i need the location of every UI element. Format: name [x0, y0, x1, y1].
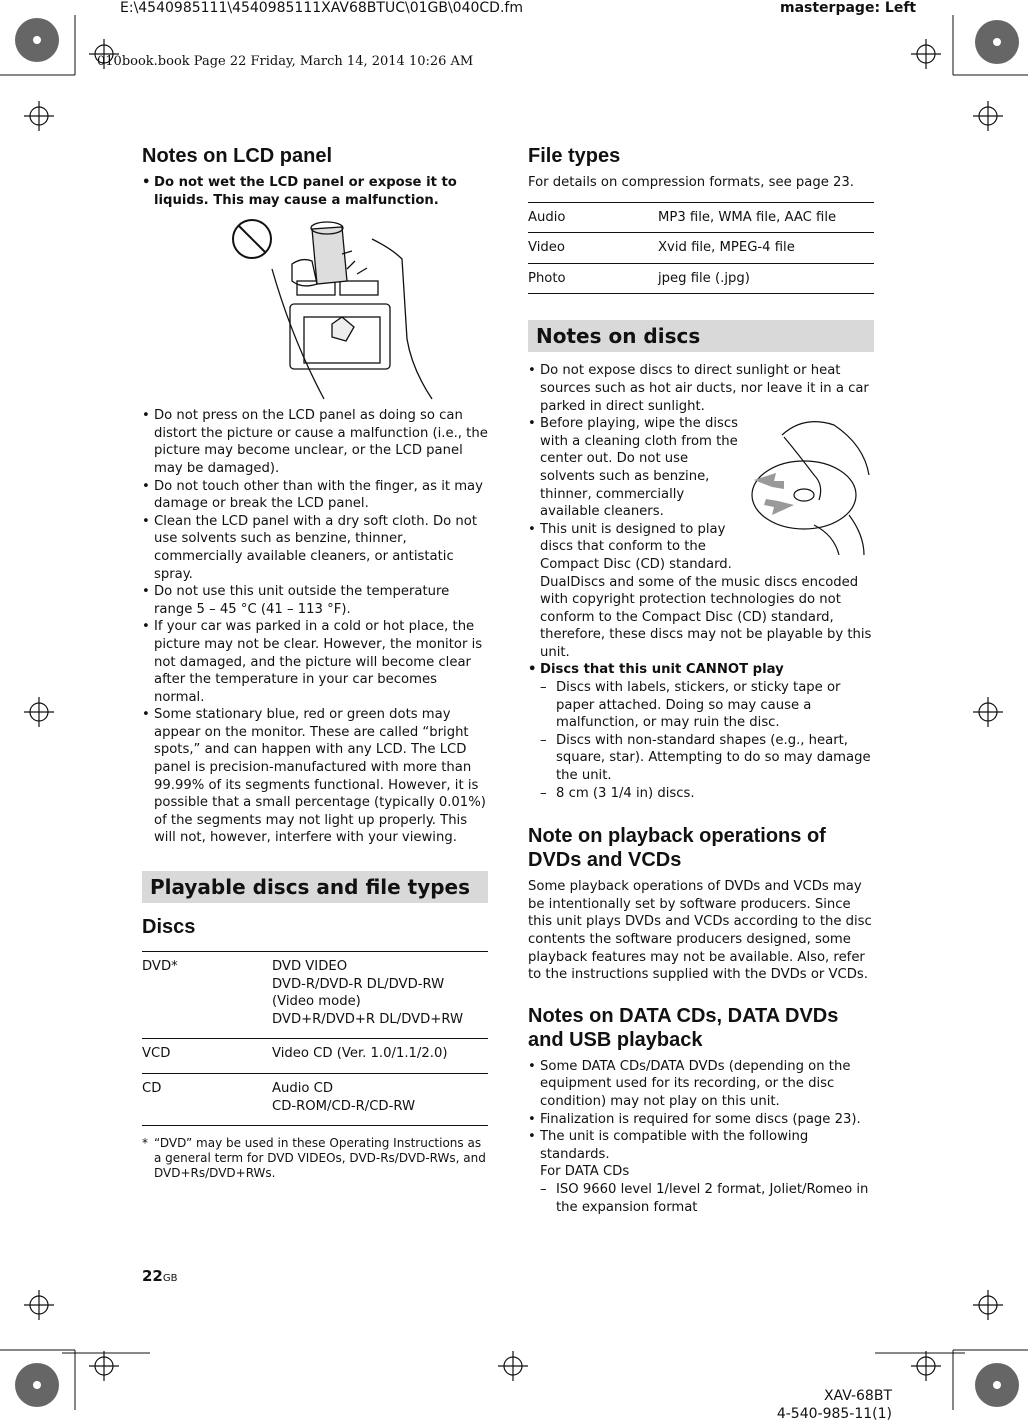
lcd-note: • Do not use this unit outside the temperature range 5 – 45 °C (41 – 113 °F). [142, 583, 488, 618]
notes-on-discs-band: Notes on discs [528, 320, 874, 352]
disc-type: CD [142, 1074, 272, 1126]
table-row [142, 1039, 488, 1074]
data-playback-title: Notes on DATA CDs, DATA DVDs and USB playback [528, 1004, 839, 1051]
table-row [142, 1074, 488, 1126]
cannot-play-item: – Discs with labels, stickers, or sticky tape or paper attached. Doing so may cause a malfunction, or may ruin the disc. [528, 679, 874, 732]
file-path: E:\4540985111\4540985111XAV68BTUC\01GB\040CD.fm [120, 0, 523, 16]
disc-type: DVD* [142, 952, 272, 1039]
file-types-intro: For details on compression formats, see page 23. [528, 175, 854, 190]
file-formats: jpeg file (.jpg) [658, 263, 874, 294]
lcd-section-title: Notes on LCD panel [142, 145, 333, 167]
page-number-value: 22 [142, 1267, 163, 1285]
dvd-footnote: * “DVD” may be used in these Operating Instructions as a general term for DVD VIDEOs, DVD-Rs/DVD-RWs, and DVD+Rs/DVD+RWs. [142, 1136, 488, 1181]
lcd-warning: • Do not wet the LCD panel or expose it to liquids. This may cause a malfunction. [142, 174, 488, 209]
disc-format: Audio CD [272, 1081, 334, 1096]
data-note: • Finalization is required for some discs (page 23). [528, 1111, 874, 1129]
page-number [142, 1267, 177, 1285]
disc-notes [528, 362, 874, 802]
disc-format: DVD+R/DVD+R DL/DVD+RW [272, 1011, 464, 1027]
page-number-suffix: GB [162, 1273, 178, 1284]
disc-note: • This unit is designed to play discs that conform to the Compact Disc (CD) standard. [528, 521, 740, 574]
file-types-table [528, 202, 874, 295]
lcd-note: • If your car was parked in a cold or hot place, the picture may not be clear. However, the monitor is not damaged, and the picture will become clear after the temperature in your car becomes normal. [142, 618, 488, 706]
file-category: Video [528, 233, 658, 264]
file-formats: MP3 file, WMA file, AAC file [658, 202, 874, 233]
table-row [528, 233, 874, 264]
disc-cleaning-block [528, 415, 874, 573]
disc-formats [272, 1039, 488, 1074]
masterpage-label: masterpage: Left [780, 0, 917, 16]
file-formats: Xvid file, MPEG-4 file [658, 233, 874, 264]
disc-formats [272, 952, 488, 1039]
right-column [528, 140, 874, 1216]
lcd-notes-list [142, 407, 488, 847]
lcd-wet-illustration [142, 209, 488, 407]
disc-note: • Before playing, wipe the discs with a cleaning cloth from the center out. Do not use solvents such as benzine, thinner, commercially available cleaners. [528, 415, 740, 521]
cannot-play-title: • Discs that this unit CANNOT play [528, 661, 874, 679]
data-cds-item: – ISO 9660 level 1/level 2 format, Joliet/Romeo in the expansion format [528, 1181, 874, 1216]
model-number: XAV-68BT [823, 1388, 892, 1404]
disc-note-continued: DualDiscs and some of the music discs encoded with copyright protection technologies do not conform to the Compact Disc (CD) standard, therefore, these discs may not be playable by this unit. [540, 574, 872, 660]
part-number: 4-540-985-11(1) [776, 1406, 892, 1422]
table-row [142, 952, 488, 1039]
data-note: • Some DATA CDs/DATA DVDs (depending on the equipment used for its recording, or the disc condition) may not play on this unit. [528, 1058, 874, 1111]
disc-cleaning-illustration [744, 415, 874, 555]
discs-table [142, 951, 488, 1126]
playable-discs-band: Playable discs and file types [142, 871, 488, 903]
table-row [528, 263, 874, 294]
playback-title: Note on playback operations of DVDs and VCDs [528, 825, 826, 872]
data-notes [528, 1058, 874, 1216]
data-cds-label: For DATA CDs [540, 1164, 630, 1180]
disc-format: CD-ROM/CD-R/CD-RW [272, 1098, 416, 1114]
disc-type: VCD [142, 1039, 272, 1074]
playback-text: Some playback operations of DVDs and VCDs may be intentionally set by software producers. Since this unit plays DVDs and VCDs according to the disc contents the software producers designed, some playback features may not be available. Also, refer to the instructions supplied with the DVDs or VCDs. [528, 879, 872, 983]
left-column [142, 140, 488, 1181]
table-row [528, 202, 874, 233]
discs-title: Discs [142, 916, 196, 939]
file-types-title: File types [528, 145, 621, 167]
file-category: Audio [528, 202, 658, 233]
book-stamp: 010book.book Page 22 Friday, March 14, 2014 10:26 AM [97, 54, 474, 69]
lcd-note: • Some stationary blue, red or green dots may appear on the monitor. These are called “bright spots,” and can happen with any LCD. The LCD panel is precision-manufactured with more than 99.99% of its segments functional. However, it is possible that a small percentage (typically 0.01%) of the segments may not light up properly. This will not, however, interfere with your viewing. [142, 706, 488, 847]
lcd-note: • Do not touch other than with the finger, as it may damage or break the LCD panel. [142, 478, 488, 513]
lcd-note: • Do not press on the LCD panel as doing so can distort the picture or cause a malfunction (i.e., the picture may become unclear, or the LCD panel may be damaged). [142, 407, 488, 477]
data-note: • The unit is compatible with the following standards. [528, 1128, 874, 1163]
disc-format: DVD VIDEO [272, 959, 348, 975]
disc-format: DVD-R/DVD-R DL/DVD-RW [272, 976, 445, 992]
cannot-play-item: – Discs with non-standard shapes (e.g., heart, square, star). Attempting to do so may damage the unit. [528, 732, 874, 785]
disc-note: • Do not expose discs to direct sunlight or heat sources such as hot air ducts, nor leave it in a car parked in direct sunlight. [528, 362, 874, 415]
disc-formats [272, 1074, 488, 1126]
file-category: Photo [528, 263, 658, 294]
disc-format: Video CD (Ver. 1.0/1.1/2.0) [272, 1046, 448, 1062]
lcd-note: • Clean the LCD panel with a dry soft cloth. Do not use solvents such as benzine, thinner, commercially available cleaners, or antistatic spray. [142, 513, 488, 583]
disc-format: (Video mode) [272, 994, 361, 1010]
cannot-play-item: – 8 cm (3 1/4 in) discs. [528, 785, 874, 803]
